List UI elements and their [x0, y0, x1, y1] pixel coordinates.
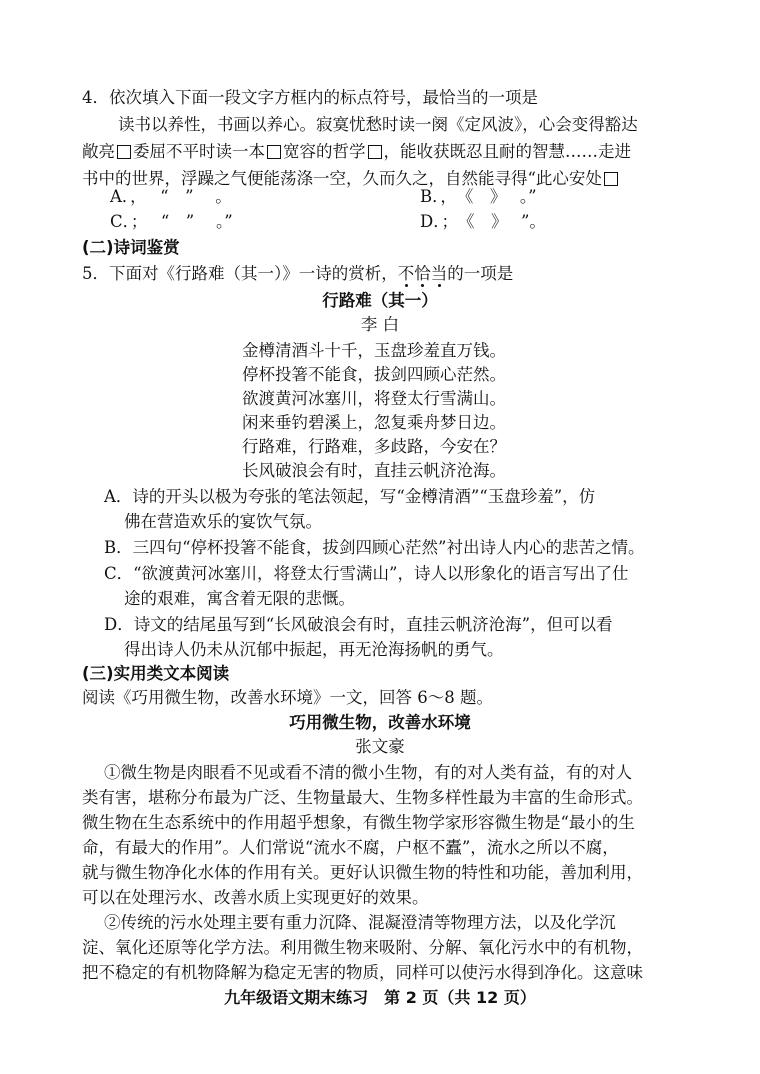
poem-line: 欲渡黄河冰塞川，将登太行雪满山。: [242, 389, 506, 408]
poem-title: 行路难（其一）: [322, 291, 438, 310]
paragraph-1-line: 就与微生物净化水体的作用有关。更好认识微生物的特性和功能，善加利用，: [82, 863, 643, 882]
q5-option-b-line-1: B．三四句“停杯投箸不能食，拔剑四顾心茫然”衬出诗人内心的悲苦之情。: [104, 538, 645, 557]
q4-option-a: A．， “ ” 。: [110, 187, 232, 206]
q4-passage-line-1: 读书以养性，书画以养心。寂寞忧愁时读一阕《定风波》，心会变得豁达: [118, 115, 638, 134]
paragraph-2-line: 淀、氧化还原等化学方法。利用微生物来吸附、分解、氧化污水中的有机物，: [82, 938, 643, 957]
paragraph-1-line: 类有害，堪称分布最为广泛、生物量最大、生物多样性最为丰富的生命形式。: [82, 788, 643, 807]
q4-option-b: B．， 《 》 。”: [420, 187, 537, 206]
q5-option-c-line-1: C．“欲渡黄河冰塞川，将登太行雪满山”，诗人以形象化的语言写出了仕: [104, 564, 629, 583]
paragraph-1-line: 微生物在生态系统中的作用超乎想象，有微生物学家形容微生物是“最小的生: [82, 813, 635, 832]
poem-author: 李 白: [360, 315, 400, 334]
punctuation-box-1: [117, 145, 131, 159]
q4-passage-seg-a: 敞亮: [82, 142, 115, 161]
q4-stem: 4．依次填入下面一段文字方框内的标点符号，最恰当的一项是: [82, 88, 538, 107]
emphasis-char-3: 当: [430, 264, 448, 283]
poem-line: 金樽清酒斗十千，玉盘珍羞直万钱。: [242, 341, 506, 360]
q4-option-c: C．； “ ” 。”: [110, 212, 233, 231]
q4-passage-seg-e: 书中的世界，浮躁之气便能荡涤一空，久而久之，自然能寻得“此心安处: [82, 169, 602, 188]
q4-passage-line-2: [82, 140, 631, 164]
section-3-intro: 阅读《巧用微生物，改善水环境》一文，回答 6～8 题。: [82, 688, 493, 707]
paragraph-1-line: 可以在处理污水、改善水质上实现更好的效果。: [82, 888, 429, 907]
page-footer: 九年级语文期末练习 第 2 页（共 12 页）: [224, 988, 536, 1007]
paragraph-1-line: ①微生物是肉眼看不见或看不清的微小生物，有的对人类有益，有的对人: [104, 763, 632, 782]
q5-stem: [82, 262, 513, 286]
poem-line: 停杯投箸不能食，拔剑四顾心茫然。: [242, 365, 506, 384]
q4-passage-seg-c: 宽容的哲学: [283, 142, 366, 161]
q5-stem-c: 的一项是: [447, 264, 514, 283]
poem-line: 闲来垂钓碧溪上，忽复乘舟梦日边。: [242, 413, 506, 432]
q5-option-a-line-1: A．诗的开头以极为夸张的笔法领起，写“金樽清酒”“玉盘珍羞”，仿: [104, 487, 596, 506]
section-3-heading: (三)实用类文本阅读: [82, 664, 230, 683]
article-author: 张文豪: [355, 737, 405, 756]
paragraph-1-line: 命，有最大的作用”。人们常说“流水不腐，户枢不蠹”，流水之所以不腐，: [82, 838, 619, 857]
emphasis-char-1: 不: [397, 264, 415, 283]
q5-option-d-line-2: 得出诗人仍未从沉郁中振起，再无沧海扬帆的勇气。: [124, 640, 504, 659]
q4-passage-seg-b: 委屈不平时读一本: [133, 142, 265, 161]
q5-option-c-line-2: 途的艰难，寓含着无限的悲慨。: [124, 589, 355, 608]
q4-passage-seg-d: ，能收获既忍且耐的智慧……走进: [383, 142, 631, 161]
paragraph-2-line: ②传统的污水处理主要有重力沉降、混凝澄清等物理方法，以及化学沉: [104, 913, 616, 932]
q5-option-a-line-2: 佛在营造欢乐的宴饮气氛。: [124, 512, 322, 531]
poem-line: 长风破浪会有时，直挂云帆济沧海。: [242, 461, 506, 480]
punctuation-box-3: [368, 145, 382, 159]
paragraph-2-line: 把不稳定的有机物降解为稳定无害的物质，同样可以使污水得到净化。这意味: [82, 963, 643, 982]
punctuation-box-2: [267, 145, 281, 159]
section-2-heading: (二)诗词鉴赏: [82, 238, 180, 257]
q5-stem-a: 5．下面对《行路难（其一）》一诗的赏析，: [82, 264, 398, 283]
q4-option-d: D．； 《 》 ”。: [420, 212, 546, 231]
article-title: 巧用微生物，改善水环境: [289, 713, 471, 732]
emphasis-char-2: 恰: [414, 264, 431, 283]
poem-line: 行路难，行路难，多歧路，今安在？: [242, 437, 506, 456]
punctuation-box-4: [604, 172, 618, 186]
q5-option-d-line-1: D．诗文的结尾虽写到“长风破浪会有时，直挂云帆济沧海”，但可以看: [104, 615, 613, 634]
